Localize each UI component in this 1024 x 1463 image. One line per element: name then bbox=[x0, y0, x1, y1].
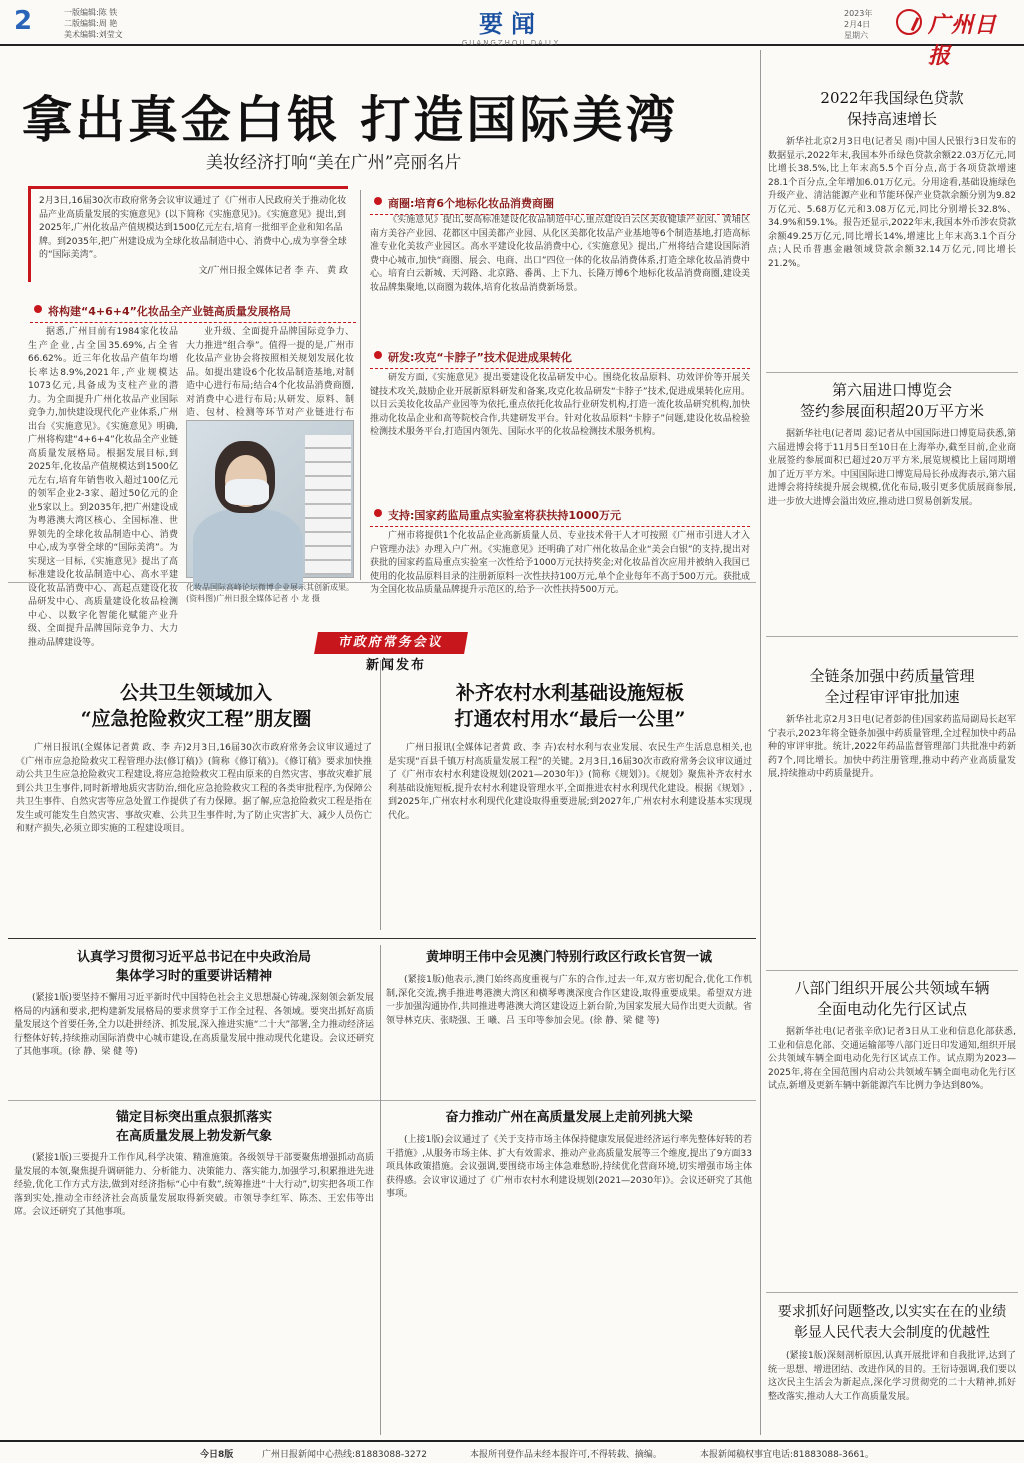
story-headline bbox=[768, 1302, 1016, 1344]
date-line: 2023年 bbox=[844, 9, 873, 18]
footer-hotline: 广州日报新闻中心热线:81883088-3272 bbox=[262, 1450, 427, 1460]
divider bbox=[766, 970, 1018, 971]
photo-shelf bbox=[305, 435, 351, 575]
page-number: 2 bbox=[14, 6, 33, 36]
gov-meeting-banner bbox=[316, 632, 466, 676]
divider bbox=[8, 938, 756, 939]
lead-body-left2: 业升级、全面提升品牌国际竞争力、大力推进“组合拳”。值得一提的是,广州市化妆品产业协会将按照相关规划发展化妆品。如提出建设6个化妆品制造基地,对制造中心进行布局;结合4个化妆品消费商圈,对消费中心进行布局;从研发、原料、制造、包材、检测等环节对产业链进行布 bbox=[186, 327, 354, 418]
divider bbox=[766, 1292, 1018, 1293]
story-headline bbox=[14, 1108, 374, 1146]
divider bbox=[8, 1100, 756, 1101]
footer-rights: 本报新闻稿权事宜电话:81883088-3661。 bbox=[700, 1450, 874, 1460]
divider bbox=[766, 372, 1018, 373]
photo-caption: 化妆品国际高峰论坛微博企业展示其创新成果。(资料图)广州日报全媒体记者 小 龙 摄 bbox=[186, 583, 354, 603]
editor-line: 一版编辑:陈 铁 bbox=[64, 8, 118, 17]
story-headline bbox=[388, 680, 752, 732]
story-body: 广州日报讯(全媒体记者黄 政、李 卉)2月3日,16届30次市政府常务会议审议通过了《广州市应急抢险救灾工程管理办法(修订稿)》(简称《修订稿》)。《修订稿》要求加快推动公共卫生应急抢险救灾工程建设,将应急抢险救灾工程由原来的自然灾害、事故灾难扩展到公共卫生事件,同时新增地质灾害防治,细化应急抢险救灾工程的各类审批程序,为保障公共卫生事件、自然灾害等应急处置工作提供了有力保障。据了解,应急抢险救灾工程是指在发生或可能发生自然灾害、事故灾难、公共卫生事件时,为了防止灾害扩大、减少人员伤亡和财产损失,必须立即实施的工程建设项目。 bbox=[16, 743, 372, 834]
editor-line: 二版编辑:周 艳 bbox=[64, 19, 118, 28]
footer-pages: 今日8版 bbox=[200, 1450, 234, 1460]
story-body: (上接1版)会议通过了《关于支持市场主体保持健康发展促进经济运行率先整体好转的若干措施》,从服务市场主体、扩大有效需求、推动产业高质量发展等三个维度,提出了9方面33项具体政策措施。会议强调,要围绕市场主体急难愁盼,持续优化营商环境,切实增强市场主体获得感。会议审议通过了《广州市农村水利建设规划(2021—2030年)》。会议还研究了其他事项。 bbox=[386, 1135, 752, 1199]
story-headline bbox=[16, 680, 376, 732]
issue-date bbox=[844, 8, 872, 41]
lead-body-mid2: 研发方面,《实施意见》提出要建设化妆品研发中心。围绕化妆品原料、功效评价等开展关键技术攻关,鼓励企业开展新原料研发和备案,攻克化妆品研发“卡脖子”技术,促进成果转化应用。以日云美妆化妆品产业园等为依托,重点依托化妆品行业研发机构,打造一流化妆品研究机构,加快推动化妆品企业和高等院校合作,共建研发平台。针对化妆品原料“卡脖子”问题,建设化妆品检验检测技术服务平台,打造国内领先、国际水平的化妆品检测技术服务机构。 bbox=[370, 373, 750, 437]
column-divider bbox=[380, 660, 381, 930]
headline-line: 奋力推动广州在高质量发展上走前列挑大梁 bbox=[445, 1110, 693, 1125]
lead-intro-text: 2月3日,16届30次市政府常务会议审议通过了《广州市人民政府关于推动化妆品产业高质量发展的实施意见》(以下简称《实施意见》)。《实施意见》提出,到2025年,广州化妆品产值规模达到1500亿元左右,培育一批细平企业和知名品牌。到2035年,把广州建设成为全球化妆品制造中心、消费中心,成为享誉全球的“国际美湾”。 bbox=[39, 196, 347, 260]
story-body: (紧接1版)要坚持不懈用习近平新时代中国特色社会主义思想凝心铸魂,深刻领会新发展格局的内涵和要求,把构建新发展格局的要求贯穿于工作全过程、各领域。要突出抓好高质量发展这个首要任务,全力以赴拼经济、抓发展,深入推进实施“二十大”部署,全力推动经济运行整体好转,持续推动国际消费中心城市建设,在高质量发展中推动现代化建设。会议还研究了其他事项。(徐 静、梁 健 等) bbox=[14, 993, 374, 1057]
lead-body-mid3: 广州市将提供1个化妆品企业高新质量人员、专业技术骨干人才可按照《广州市引进人才入户管理办法》办理入户广州。《实施意见》还明确了对广州化妆品企业“美会白银”的支持,提出对获批的国家药监局重点实验室一次性给予1000万元扶持奖金;对化妆品首次应用并被纳入我国已使用的化妆品原料目录的注册新原料一次性扶持100万元,单个企业每年不高于500万元。获批成为全国化妆品质量品牌提升示范区的,给予一次性扶持500万元。 bbox=[370, 531, 750, 595]
column-divider bbox=[360, 190, 361, 580]
headline-line: 2022年我国绿色贷款 bbox=[820, 89, 964, 107]
lead-intro bbox=[28, 186, 348, 282]
headline-line: 全面电动化先行区试点 bbox=[816, 1000, 967, 1018]
newspaper-logo bbox=[896, 6, 1014, 69]
divider bbox=[766, 636, 1018, 637]
headline-line: 全过程审评审批加速 bbox=[824, 688, 960, 706]
lead-body-left: 据悉,广州目前有1984家化妆品生产企业,占全国35.69%,占全省66.62%。近三年化妆品产值年均增长率达8.9%,2021年,产业规模达1073亿元,具备成为支柱产业的潜力。为全面提升广州化妆品产业国际竞争力,加快建设现代化产业体系,广州出台《实施意见》。《实施意见》明确,广州将构建“4+6+4”化妆品全产业链高质量发展格局。根据发展目标,到2025年,化妆品产值规模达到1500亿元左右,培育年销售收入超过100亿元的领军企业2-3家、超过50亿元的企业5家以上。到2035年,把广州建设成为粤港澳大湾区核心、全国标准、世界领先的全球化妆品制造中心、消费中心,成为享誉全球的“国际美湾”。为实现这一目标,《实施意见》提出了高标准建设化妆品制造中心、高水平建设化妆品消费中心、高起点建设化妆品研发中心、高质量建设化妆品检测中心、以数字化智能化赋能产业升级、全面提升品牌国际竞争力、大力推动品牌建设等。 bbox=[28, 327, 178, 648]
story-body: (紧接1版)他表示,澳门始终高度重视与广东的合作,过去一年,双方密切配合,优化工作机制,深化交流,携手推进粤港澳大湾区和横琴粤澳深度合作区建设,取得重要成果。希望双方进一步加强沟通协作,共同推进粤港澳大湾区建设迈上新台阶,为国家发展大局作出更大贡献。省领导林克庆、张晓强、王 曦、吕 玉印等参加会见。(徐 静、梁 健 等) bbox=[386, 975, 752, 1026]
story-headline bbox=[768, 978, 1016, 1020]
story-body: 新华社北京2月3日电(记者彭韵佳)国家药监局副局长赵军宁表示,2023年将全链条加强中药质量管理,全过程加快中药品种的审评审批。统计,2022年药品监督管理部门共批准中药新药7个,同比增长。加快中药注册管理,推动中药产业高质量发展,持续推动中药质量提升。 bbox=[768, 715, 1016, 779]
headline-line: 打通农村用水“最后一公里” bbox=[454, 708, 686, 730]
headline-line: 彰显人民代表大会制度的优越性 bbox=[794, 1325, 990, 1341]
section-name: 要闻 bbox=[479, 9, 543, 38]
photo-person-mask bbox=[225, 479, 269, 505]
story-headline bbox=[14, 948, 374, 986]
lead-byline: 文/广州日报全媒体记者 李 卉、 黄 政 bbox=[198, 265, 348, 276]
story-body: 据新华社电(记者张辛欣)记者3日从工业和信息化部获悉,工业和信息化部、交通运输部等八部门近日印发通知,组织开展公共领域车辆全面电动化先行区试点工作。试点期为2023—2025年,将在全国范围内启动公共领域车辆全面电动化先行区试点,新增及更新车辆中新能源汽车比例力争达到80%。 bbox=[768, 1027, 1016, 1091]
page-footer bbox=[0, 1440, 1024, 1463]
editor-credits bbox=[64, 7, 123, 40]
section-name-en: GUANGZHOU DAILY bbox=[461, 39, 561, 47]
section-tag: 商圈:培育6个地标化妆品消费商圈 bbox=[370, 192, 750, 215]
story-headline bbox=[768, 380, 1016, 422]
banner-line2: 新闻发布 bbox=[365, 658, 426, 673]
section-tag: 研发:攻克“卡脖子”技术促进成果转化 bbox=[370, 346, 750, 369]
story-body: 据新华社电(记者周 蕊)记者从中国国际进口博览局获悉,第六届进博会将于11月5日至10日在上海举办,截至目前,企业商业展签约参展面积已超过20万平方米,展览规模比上届同期增加了近万平方米。中国国际进口博览局局长孙成海表示,第六届进博会将持续提升展会规模,优化布局,吸引更多优质展商参展,进一步放大进博会溢出效应,推动进口贸易创新发展。 bbox=[768, 429, 1016, 507]
logo-icon bbox=[896, 9, 922, 35]
story-headline bbox=[768, 666, 1016, 708]
headline-line: 在高质量发展上勃发新气象 bbox=[115, 1129, 272, 1144]
date-line: 2月4日 bbox=[844, 20, 871, 29]
date-line: 星期六 bbox=[844, 31, 868, 40]
story-headline bbox=[768, 88, 1016, 130]
masthead bbox=[0, 0, 1024, 69]
photo-person-body bbox=[193, 509, 303, 589]
newspaper-name: 广州日报 bbox=[928, 12, 998, 69]
headline-line: 认真学习贯彻习近平总书记在中央政治局 bbox=[76, 950, 311, 965]
headline-line: 要求抓好问题整改,以实实在在的业绩 bbox=[777, 1304, 1007, 1320]
banner-line1: 市政府常务会议 bbox=[314, 632, 468, 654]
lead-subheadline: 美妆经济打响“美在广州”亮丽名片 bbox=[206, 153, 462, 173]
story-headline bbox=[386, 1108, 752, 1127]
footer-copyright: 本报所刊登作品未经本报许可,不得转载、摘编。 bbox=[470, 1450, 662, 1460]
story-headline bbox=[386, 948, 752, 967]
lead-headline: 拿出真金白银 打造国际美湾 bbox=[22, 90, 679, 149]
headline-line: “应急抢险救灾工程”朋友圈 bbox=[80, 708, 312, 730]
headline-line: 补齐农村水利基础设施短板 bbox=[455, 682, 684, 704]
section-header bbox=[436, 0, 586, 47]
story-body: 新华社北京2月3日电(记者吴 雨)中国人民银行3日发布的数据显示,2022年末,我国本外币绿色贷款余额22.03万亿元,同比增长38.5%,比上年末高5.5个百分点,高于各项贷款增速28.1个百分点,全年增加6.01万亿元。分用途看,基础设施绿色升级产业、清洁能源产业和节能环保产业贷款余额分别为9.82万亿元、5.68万亿元和3.08万亿元,同比分别增长32.8%、34.9%和59.1%。报告还显示,2022年末,我国本外币涉农贷款余额49.25万亿元,同比增长14%,增速比上年末高3.1个百分点;人民币普惠金融领域贷款余额32.14万亿元,同比增长21.2%。 bbox=[768, 137, 1016, 269]
section-tag: 将构建“4+6+4”化妆品全产业链高质量发展格局 bbox=[30, 300, 356, 323]
headline-line: 保持高速增长 bbox=[846, 110, 937, 128]
headline-line: 第六届进口博览会 bbox=[831, 381, 952, 399]
headline-line: 签约参展面积超20万平方米 bbox=[799, 402, 985, 420]
lead-body-mid1: 《实施意见》提出,要高标准建设化妆品制造中心,重点建设白云区美妆健康产业园、黄埔区南方美谷产业园、花都区中国美都产业园、从化区美都化妆品产业基地等6个制造基地,打造高标准专业化美妆产业园区。高水平建设化妆品消费中心,《实施意见》提出,广州将结合建设国际消费中心城市,加快“商圈、展会、电商、出口”四位一体的化妆品消费体系,打造全球化妆品消费中心。培育白云新城、天河路、北京路、番禺、上下九、长隆万博6个地标化妆品消费商圈,建设美妆品牌集聚地,以商圈为载体,培育化妆品消费新场景。 bbox=[370, 215, 750, 293]
column-divider bbox=[380, 945, 381, 1435]
headline-line: 黄坤明王伟中会见澳门特别行政区行政长官贺一诚 bbox=[425, 950, 712, 965]
headline-line: 公共卫生领域加入 bbox=[119, 682, 272, 704]
story-body: 广州日报讯(全媒体记者黄 政、李 卉)农村水利与农业发展、农民生产生活息息相关,也是实现“百县千镇万村高质量发展工程”的关键。2月3日,16届30次市政府常务会议审议通过了《广州市农村水利建设规划(2021—2030年)》(简称《规划》)。《规划》聚焦补齐农村水利基础设施短板,提升农村水利建设管理水平,全面推进农村水利现代化建设。根据《规划》,到2025年,广州农村水利现代化建设取得重要进展;到2027年,广州农村水利建设基本实现现代化。 bbox=[388, 743, 752, 821]
headline-line: 全链条加强中药质量管理 bbox=[809, 667, 975, 685]
headline-line: 集体学习时的重要讲话精神 bbox=[115, 969, 272, 984]
story-body: (紧接1版)三要提升工作作风,科学决策、精准施策。各级领导干部要聚焦增强抓动高质量发展的本领,聚焦提升调研能力、分析能力、决策能力、落实能力,加强学习,积累推进先进经验,优化工作方式方法,做到对经济指标“心中有数”,统筹推进“十大行动”,切实把各项工作落到实处,推动全市经济社会高质量发展取得新突破。市领导李红军、陈杰、王宏伟等出席。会议还研究了其他事项。 bbox=[14, 1153, 374, 1217]
column-divider bbox=[760, 50, 761, 1435]
section-tag: 支持:国家药监局重点实验室将获扶持1000万元 bbox=[370, 504, 750, 527]
news-photo bbox=[186, 420, 354, 578]
headline-line: 锚定目标突出重点狠抓落实 bbox=[115, 1110, 272, 1125]
story-body: (紧接1版)深刻剖析原因,认真开展批评和自我批评,达到了统一思想、增进团结、改进作风的目的。王衍诗强调,我们要以这次民主生活会为新起点,深化学习贯彻党的二十大精神,抓好整改落实,推动人大工作高质量发展。 bbox=[768, 1351, 1016, 1402]
editor-line: 美术编辑:刘莹文 bbox=[64, 30, 123, 39]
headline-line: 八部门组织开展公共领域车辆 bbox=[794, 979, 990, 997]
